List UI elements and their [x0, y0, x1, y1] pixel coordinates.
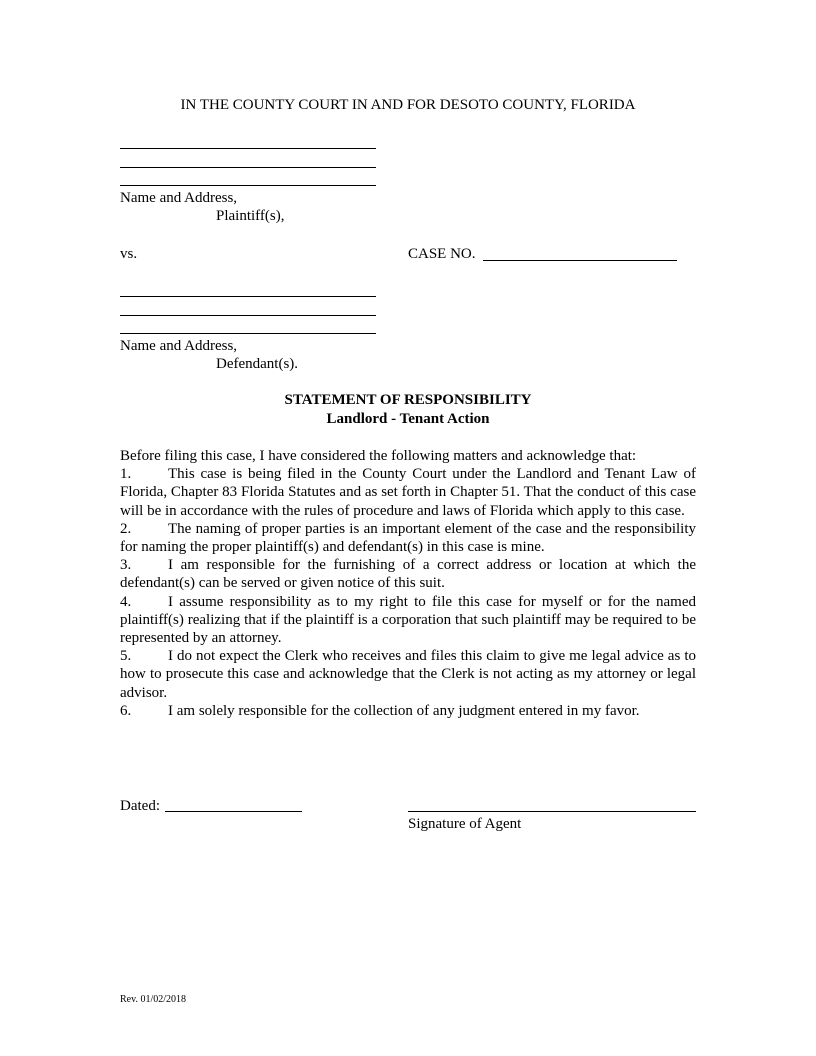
item-text: I assume responsibility as to my right to file this case for myself or for the named plaintiff(s) realizing that if the plaintiff is a corporation that such plaintiff may be required to be represented by an attorney.: [120, 593, 696, 647]
list-item: [120, 520, 696, 556]
item-number: 6.: [120, 702, 132, 719]
item-number: 2.: [120, 520, 132, 537]
list-item: [120, 556, 696, 592]
item-text: I do not expect the Clerk who receives and files this claim to give me legal advice as to how to prosecute this case and acknowledge that the Clerk is not acting as my attorney or legal advisor.: [120, 648, 696, 701]
plaintiff-line-3[interactable]: [120, 185, 376, 186]
versus-label: vs.: [120, 246, 138, 262]
item-number: 4.: [120, 593, 132, 610]
court-title: IN THE COUNTY COURT IN AND FOR DESOTO COUNTY, FLORIDA: [180, 97, 636, 113]
dated-label: Dated:: [120, 798, 160, 814]
defendant-name-label: Name and Address,: [120, 338, 238, 354]
item-text: I am responsible for the furnishing of a correct address or location at which the defendant(s) can be served or given notice of this suit.: [120, 557, 696, 592]
defendant-line-3[interactable]: [120, 333, 376, 334]
plaintiff-role-label: Plaintiff(s),: [216, 208, 285, 224]
plaintiff-line-2[interactable]: [120, 167, 376, 168]
dated-line[interactable]: [165, 811, 302, 812]
defendant-line-1[interactable]: [120, 296, 376, 297]
defendant-line-2[interactable]: [120, 315, 376, 316]
item-number: 5.: [120, 648, 132, 665]
item-text: This case is being filed in the County Court under the Landlord and Tenant Law of Florida, Chapter 83 Florida Statutes and as set forth in Chapter 51. That the conduct of this case will be in accordance with the rules of procedure and laws of Florida which apply to this case.: [120, 466, 696, 519]
signature-line[interactable]: [408, 811, 696, 812]
item-text: I am solely responsible for the collection of any judgment entered in my favor.: [168, 702, 640, 719]
defendant-role-label: Defendant(s).: [216, 356, 299, 372]
plaintiff-line-1[interactable]: [120, 148, 376, 149]
case-no-label: CASE NO.: [408, 246, 476, 262]
document-subtitle: Landlord - Tenant Action: [326, 411, 490, 427]
item-text: The naming of proper parties is an important element of the case and the responsibility for naming the proper plaintiff(s) and defendant(s) in this case is mine.: [120, 520, 696, 556]
case-no-line[interactable]: [483, 260, 677, 261]
document-title: STATEMENT OF RESPONSIBILITY: [284, 392, 532, 408]
statement-body: [120, 447, 696, 720]
list-item: [120, 702, 696, 720]
list-item: [120, 647, 696, 702]
plaintiff-name-label: Name and Address,: [120, 190, 238, 206]
revision-date: Rev. 01/02/2018: [120, 994, 187, 1005]
list-item: [120, 465, 696, 520]
item-number: 1.: [120, 466, 132, 483]
signature-agent-label: Signature of Agent: [408, 816, 522, 832]
intro-text: Before filing this case, I have considered the following matters and acknowledge that:: [120, 448, 637, 464]
list-item: [120, 593, 696, 648]
item-number: 3.: [120, 557, 132, 574]
